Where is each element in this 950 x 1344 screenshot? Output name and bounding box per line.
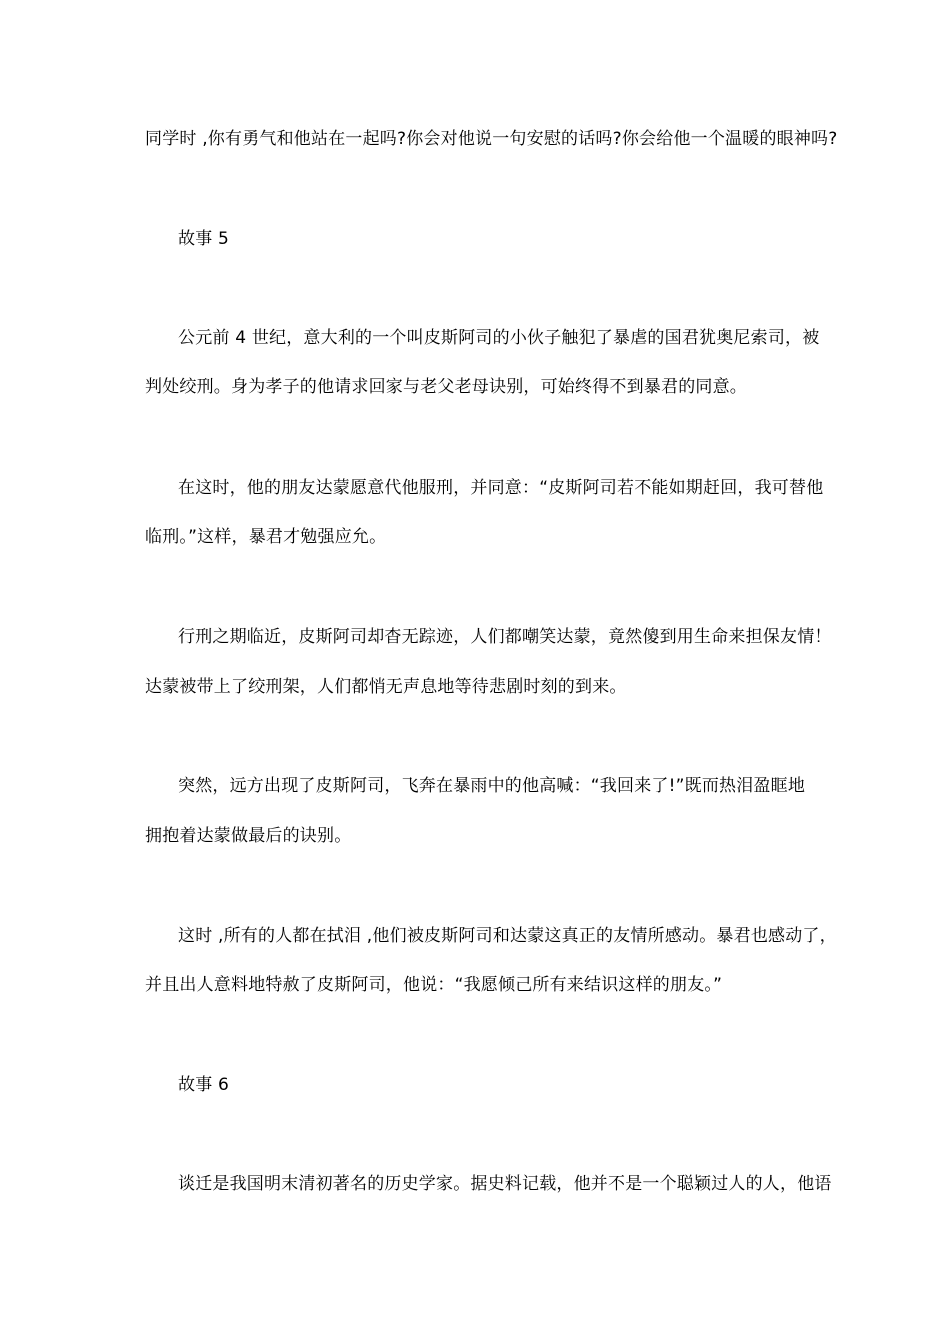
paragraph-line: 判处绞刑。身为孝子的他请求回家与老父老母诀别，可始终得不到暴君的同意。 <box>145 377 747 397</box>
paragraph-line: 达蒙被带上了绞刑架，人们都悄无声息地等待悲剧时刻的到来。 <box>145 677 627 697</box>
paragraph-line: 拥抱着达蒙做最后的诀别。 <box>145 826 352 846</box>
paragraph-line: 谈迁是我国明末清初著名的历史学家。据史料记载，他并不是一个聪颖过人的人，他语 <box>178 1174 832 1194</box>
paragraph-line: 公元前 4 世纪，意大利的一个叫皮斯阿司的小伙子触犯了暴虐的国君犹奥尼索司，被 <box>178 328 820 348</box>
section-heading: 故事 6 <box>178 1075 230 1095</box>
paragraph-line: 并且出人意料地特赦了皮斯阿司，他说：“我愿倾己所有来结识这样的朋友。” <box>145 975 723 995</box>
paragraph-line: 临刑。”这样，暴君才勉强应允。 <box>145 527 387 547</box>
paragraph-line: 这时 ,所有的人都在拭泪 ,他们被皮斯阿司和达蒙这真正的友情所感动。暴君也感动了， <box>178 926 837 946</box>
paragraph-line: 突然，远方出现了皮斯阿司，飞奔在暴雨中的他高喊：“我回来了!”既而热泪盈眶地 <box>178 776 806 796</box>
paragraph-line: 同学时 ,你有勇气和他站在一起吗?你会对他说一句安慰的话吗?你会给他一个温暖的眼神吗? <box>145 129 838 149</box>
paragraph-line: 行刑之期临近，皮斯阿司却杳无踪迹，人们都嘲笑达蒙，竟然傻到用生命来担保友情！ <box>178 627 832 647</box>
paragraph-line: 在这时，他的朋友达蒙愿意代他服刑，并同意：“皮斯阿司若不能如期赶回，我可替他 <box>178 478 824 498</box>
section-heading: 故事 5 <box>178 229 230 249</box>
